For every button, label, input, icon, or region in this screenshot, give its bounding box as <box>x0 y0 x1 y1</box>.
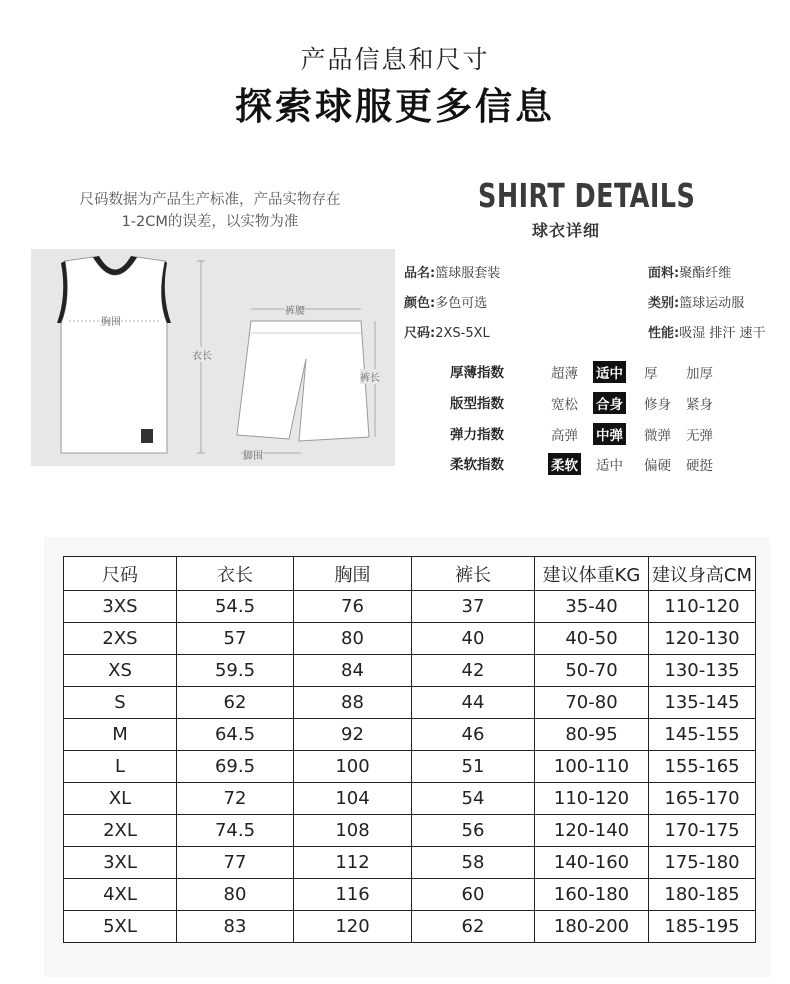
table-cell: 54.5 <box>177 591 294 623</box>
shirt-details-subheading: 球衣详细 <box>532 221 601 240</box>
jersey-shorts-diagram <box>31 249 395 466</box>
table-cell: XL <box>64 783 177 815</box>
table-row <box>64 591 756 623</box>
table-cell: 58 <box>412 847 535 879</box>
table-cell: 135-145 <box>649 687 756 719</box>
table-cell: 120-140 <box>535 815 649 847</box>
table-cell: 180-185 <box>649 879 756 911</box>
index-option: 高弹 <box>551 428 578 444</box>
table-cell: 120 <box>294 911 412 943</box>
size-table-header-cell: 裤长 <box>412 557 535 591</box>
table-cell: 69.5 <box>177 751 294 783</box>
index-label: 弹力指数 <box>450 427 504 443</box>
table-cell: 140-160 <box>535 847 649 879</box>
length-label: 衣长 <box>192 347 212 362</box>
table-cell: 175-180 <box>649 847 756 879</box>
table-cell: 46 <box>412 719 535 751</box>
size-table-header-cell: 衣长 <box>177 557 294 591</box>
table-cell: 80 <box>294 623 412 655</box>
table-cell: 120-130 <box>649 623 756 655</box>
spec-performance: 性能:吸湿 排汗 速干 <box>648 326 766 341</box>
table-cell: S <box>64 687 177 719</box>
table-cell: 112 <box>294 847 412 879</box>
jersey-illustration <box>57 256 205 453</box>
table-cell: 76 <box>294 591 412 623</box>
table-cell: 145-155 <box>649 719 756 751</box>
index-label: 柔软指数 <box>450 457 504 473</box>
table-cell: XS <box>64 655 177 687</box>
table-cell: 62 <box>177 687 294 719</box>
table-cell: 42 <box>412 655 535 687</box>
index-label: 厚薄指数 <box>450 365 504 381</box>
table-cell: 92 <box>294 719 412 751</box>
table-cell: 108 <box>294 815 412 847</box>
table-cell: 83 <box>177 911 294 943</box>
table-cell: 72 <box>177 783 294 815</box>
table-cell: 110-120 <box>649 591 756 623</box>
spec-fabric: 面料:聚酯纤维 <box>648 266 732 281</box>
table-cell: 2XS <box>64 623 177 655</box>
shorts-illustration <box>237 309 375 453</box>
table-cell: 59.5 <box>177 655 294 687</box>
index-option: 微弹 <box>644 428 671 444</box>
index-option: 偏硬 <box>644 458 671 474</box>
table-row <box>64 847 756 879</box>
table-cell: 70-80 <box>535 687 649 719</box>
index-label: 版型指数 <box>450 396 504 412</box>
table-cell: 165-170 <box>649 783 756 815</box>
index-option-selected: 适中 <box>593 361 626 383</box>
table-cell: 104 <box>294 783 412 815</box>
table-cell: 64.5 <box>177 719 294 751</box>
table-row <box>64 623 756 655</box>
table-cell: 51 <box>412 751 535 783</box>
table-cell: 88 <box>294 687 412 719</box>
table-cell: 2XL <box>64 815 177 847</box>
table-cell: 35-40 <box>535 591 649 623</box>
index-option-selected: 柔软 <box>548 453 581 475</box>
table-cell: 40-50 <box>535 623 649 655</box>
hem-label: 脚围 <box>243 447 263 462</box>
spec-size: 尺码:2XS-5XL <box>404 326 490 341</box>
size-table-header-cell: 尺码 <box>64 557 177 591</box>
size-table <box>63 556 756 943</box>
index-option: 超薄 <box>551 366 578 382</box>
table-cell: 180-200 <box>535 911 649 943</box>
index-option: 修身 <box>644 397 671 413</box>
size-table-header-row <box>64 557 756 591</box>
table-row <box>64 783 756 815</box>
table-cell: 100 <box>294 751 412 783</box>
index-option-selected: 合身 <box>593 392 626 414</box>
table-cell: 116 <box>294 879 412 911</box>
table-row <box>64 879 756 911</box>
table-cell: 54 <box>412 783 535 815</box>
table-cell: 100-110 <box>535 751 649 783</box>
table-cell: 5XL <box>64 911 177 943</box>
page-title: 探索球服更多信息 <box>235 85 555 128</box>
table-cell: 56 <box>412 815 535 847</box>
index-option: 加厚 <box>686 366 713 382</box>
table-cell: 77 <box>177 847 294 879</box>
index-option: 无弹 <box>686 428 713 444</box>
index-option: 宽松 <box>551 397 578 413</box>
table-cell: 4XL <box>64 879 177 911</box>
table-cell: 40 <box>412 623 535 655</box>
index-option: 硬挺 <box>686 458 713 474</box>
index-option: 紧身 <box>686 397 713 413</box>
table-row <box>64 655 756 687</box>
table-cell: 160-180 <box>535 879 649 911</box>
table-row <box>64 911 756 943</box>
waist-label: 裤腰 <box>285 302 305 317</box>
size-table-header-cell: 建议身高CM <box>649 557 756 591</box>
table-cell: 80-95 <box>535 719 649 751</box>
page-subtitle: 产品信息和尺寸 <box>300 45 490 74</box>
size-note-line-1: 尺码数据为产品生产标准，产品实物存在 <box>79 192 341 208</box>
table-cell: 44 <box>412 687 535 719</box>
table-cell: 130-135 <box>649 655 756 687</box>
table-cell: 84 <box>294 655 412 687</box>
table-cell: 74.5 <box>177 815 294 847</box>
table-cell: 170-175 <box>649 815 756 847</box>
spec-category: 类别:篮球运动服 <box>648 296 745 311</box>
table-cell: 60 <box>412 879 535 911</box>
table-cell: 3XL <box>64 847 177 879</box>
spec-name: 品名:篮球服套装 <box>404 266 501 281</box>
table-row <box>64 751 756 783</box>
index-option-selected: 中弹 <box>593 423 626 445</box>
table-cell: 50-70 <box>535 655 649 687</box>
table-cell: 3XS <box>64 591 177 623</box>
size-table-header-cell: 建议体重KG <box>535 557 649 591</box>
table-row <box>64 815 756 847</box>
shirt-details-heading: SHIRT DETAILS <box>478 176 696 215</box>
table-row <box>64 687 756 719</box>
table-cell: 62 <box>412 911 535 943</box>
chest-label: 胸围 <box>101 317 121 328</box>
table-cell: M <box>64 719 177 751</box>
size-table-header-cell: 胸围 <box>294 557 412 591</box>
index-option: 厚 <box>644 366 658 382</box>
product-diagram <box>31 249 395 466</box>
spec-color: 颜色:多色可选 <box>404 296 488 311</box>
table-row <box>64 719 756 751</box>
table-cell: 110-120 <box>535 783 649 815</box>
size-note-line-2: 1-2CM的误差，以实物为准 <box>121 214 299 230</box>
table-cell: 80 <box>177 879 294 911</box>
pants-length-label: 裤长 <box>360 369 380 384</box>
table-cell: 185-195 <box>649 911 756 943</box>
table-cell: L <box>64 751 177 783</box>
table-cell: 155-165 <box>649 751 756 783</box>
index-option: 适中 <box>596 458 623 474</box>
table-cell: 37 <box>412 591 535 623</box>
table-cell: 57 <box>177 623 294 655</box>
